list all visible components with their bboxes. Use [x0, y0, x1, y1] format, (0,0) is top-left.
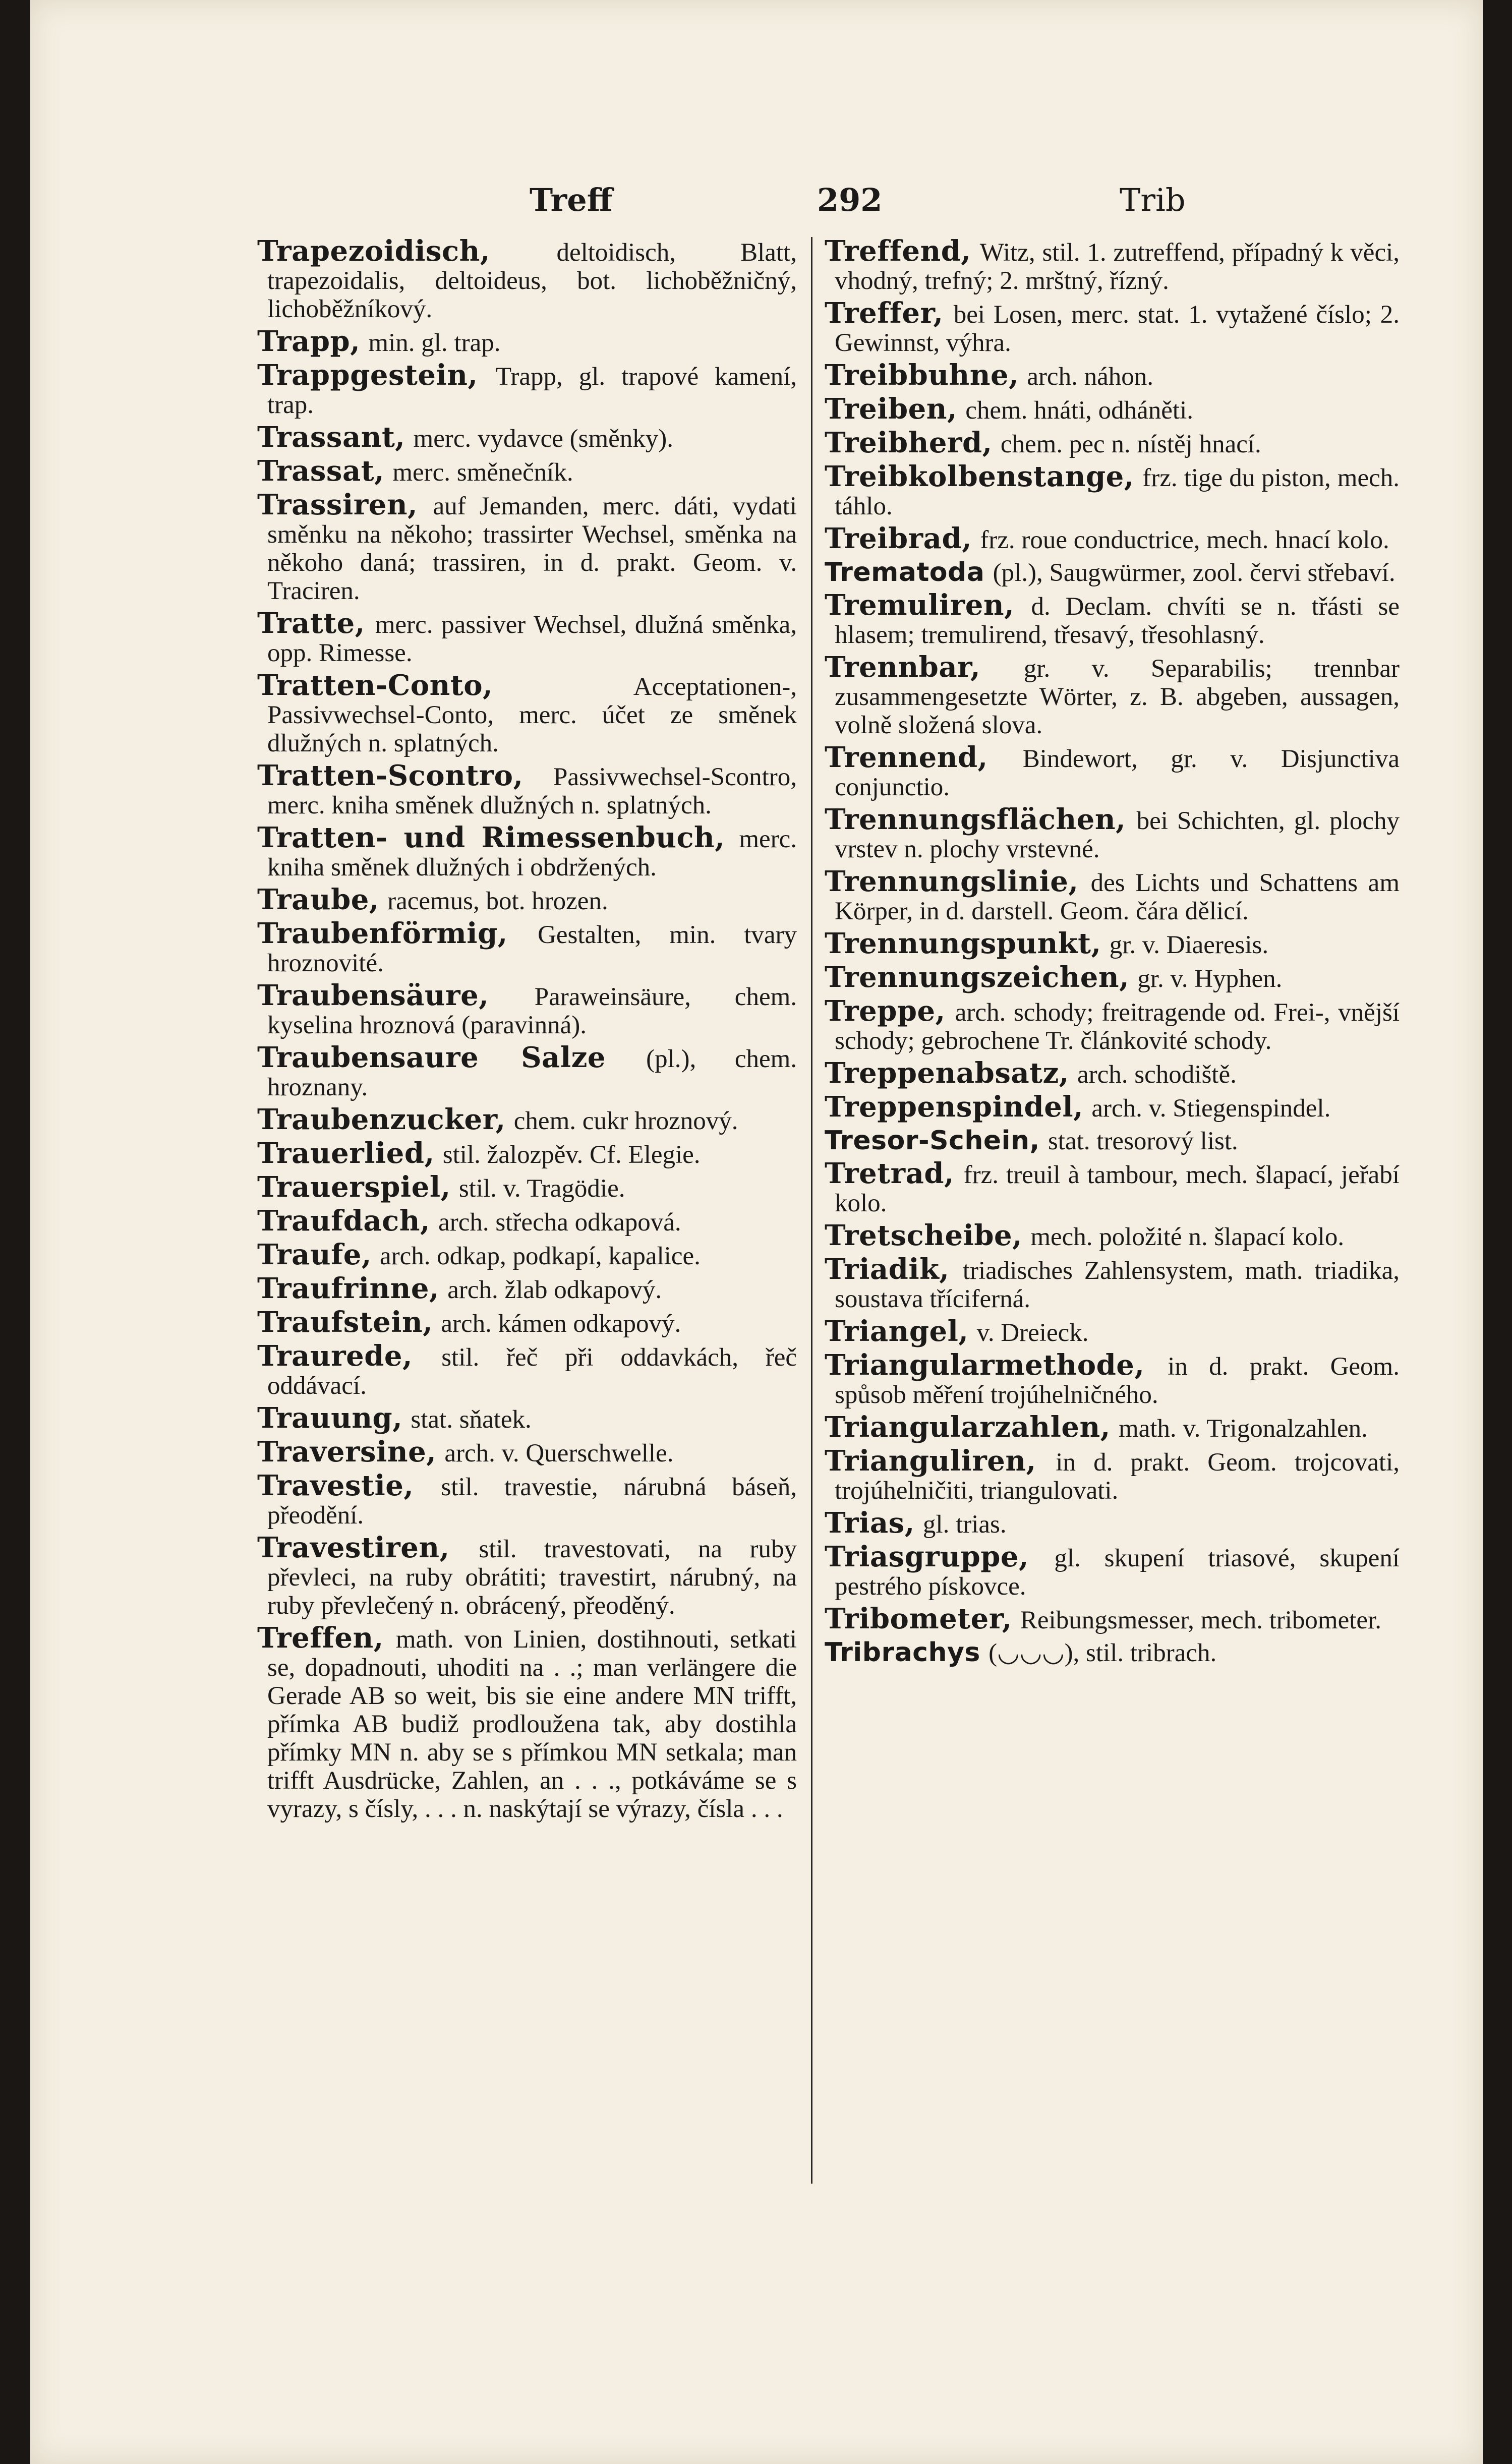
dictionary-entry	[825, 591, 1400, 649]
dictionary-entry	[825, 1444, 1400, 1505]
entry-headword: Tribometer,	[825, 1602, 1012, 1635]
entry-definition: bei Schichten, gl. plochy vrstev n. plochy vrstevné.	[835, 807, 1400, 863]
entry-headword: Traufdach,	[257, 1204, 430, 1238]
entry-definition: stat. sňatek.	[411, 1405, 532, 1434]
dictionary-entry	[825, 1413, 1400, 1443]
entry-definition: chem. pec n. nístěj hnací.	[1000, 430, 1261, 458]
dictionary-entry	[825, 426, 1400, 459]
dictionary-entry	[257, 1401, 797, 1435]
dictionary-entry	[825, 963, 1400, 993]
entry-headword: Traubensaure Salze	[257, 1041, 606, 1074]
entry-headword: Travestiren,	[257, 1531, 450, 1564]
entry-headword: Treppenspindel,	[825, 1090, 1084, 1124]
entry-definition: (pl.), chem. hroznany.	[267, 1045, 797, 1101]
entry-headword: Trauung,	[257, 1401, 403, 1435]
entry-definition: Passivwechsel-Scontro, merc. kniha směnek dlužných n. splatných.	[267, 763, 797, 819]
entry-definition: stil. v. Tragödie.	[458, 1175, 625, 1203]
entry-headword: Triasgruppe,	[825, 1540, 1029, 1573]
dictionary-entry	[825, 1602, 1400, 1635]
entry-definition: frz. tige du piston, mech. táhlo.	[835, 464, 1400, 520]
dictionary-entry	[257, 423, 797, 453]
dictionary-entry	[825, 867, 1400, 925]
dictionary-entry	[257, 1170, 797, 1204]
entry-definition: auf Jemanden, merc. dáti, vydati směnku na někoho; trassirter Wechsel, směnka na někoho daná; trassiren, in d. prakt. Geom. v. Traciren.	[267, 492, 797, 605]
dictionary-entry	[257, 1274, 797, 1304]
entry-definition: triadisches Zahlensystem, math. triadika, soustava tříciferná.	[835, 1257, 1400, 1313]
entry-definition: math. von Linien, dostihnouti, setkati se, dopadnouti, uhoditi na . .; man verlängere die Gerade AB so weit, bis sie eine andere MN trifft, přímka AB budiž prodloužena tak, aby dostihla přímky MN n. aby se s přímkou MN setkala; man trifft Ausdrücke, Zahlen, an . . ., potkáváme se s vyrazy, s čísly, . . . n. naskýtají se výrazy, čísla . . .	[267, 1625, 797, 1823]
entry-definition: min. gl. trap.	[368, 329, 501, 357]
entry-headword: Traurede,	[257, 1339, 413, 1373]
dictionary-entry	[257, 1531, 797, 1620]
entry-definition: merc. směnečník.	[392, 458, 573, 487]
dictionary-entry	[825, 361, 1400, 391]
entry-headword: Triadik,	[825, 1253, 950, 1286]
entry-headword: Tretscheibe,	[825, 1219, 1023, 1252]
dictionary-entry	[257, 1043, 797, 1101]
entry-definition: merc. vydavce (směnky).	[413, 425, 673, 453]
dictionary-entry	[257, 1469, 797, 1530]
entry-definition: gl. skupení triasové, skupení pestrého pískovce.	[835, 1544, 1400, 1601]
dictionary-entry	[257, 821, 797, 882]
dictionary-entry	[825, 462, 1400, 520]
dictionary-entry	[825, 1059, 1400, 1089]
entry-headword: Trennungslinie,	[825, 865, 1079, 898]
entry-headword: Trapezoidisch,	[257, 234, 490, 268]
entry-headword: Traubenförmig,	[257, 917, 508, 950]
entry-headword: Traversine,	[257, 1435, 437, 1469]
entry-definition: math. v. Trigonalzahlen.	[1118, 1415, 1368, 1443]
entry-definition: chem. cukr hroznový.	[513, 1107, 738, 1135]
entry-headword: Trennungspunkt,	[825, 927, 1101, 960]
dictionary-entry	[825, 1159, 1400, 1217]
entry-definition: Acceptationen-, Passivwechsel-Conto, merc. účet ze směnek dlužných n. splatných.	[267, 673, 797, 757]
entry-headword: Traufstein,	[257, 1306, 433, 1339]
entry-headword: Trassiren,	[257, 488, 418, 521]
entry-definition: stil. řeč při oddavkách, řeč oddávací.	[267, 1343, 797, 1400]
entry-headword: Treffend,	[825, 234, 971, 268]
entry-definition: frz. roue conductrice, mech. hnací kolo.	[980, 526, 1389, 554]
entry-definition: stil. žalozpěv. Cf. Elegie.	[442, 1141, 701, 1169]
entry-definition: merc. kniha směnek dlužných i obdržených.	[267, 825, 797, 882]
dictionary-page	[30, 0, 1483, 2464]
entry-definition: gr. v. Separabilis; trennbar zusammengesetzte Wörter, z. B. abgeben, aussagen, volně složená slova.	[835, 655, 1400, 739]
entry-headword: Treffen,	[257, 1621, 384, 1655]
dictionary-entry	[825, 1317, 1400, 1347]
entry-definition: Witz, stil. 1. zutreffend, případný k věci, vhodný, trefný; 2. mrštný, řízný.	[835, 239, 1400, 295]
entry-definition: arch. střecha odkapová.	[438, 1208, 681, 1237]
entry-definition: merc. passiver Wechsel, dlužná směnka, opp. Rimesse.	[267, 611, 797, 667]
entry-headword: Trias,	[825, 1506, 915, 1540]
entry-definition: arch. v. Querschwelle.	[444, 1439, 674, 1468]
running-header	[30, 182, 1483, 227]
dictionary-entry	[825, 524, 1400, 554]
dictionary-entry	[825, 1540, 1400, 1601]
dictionary-entry	[825, 805, 1400, 863]
entry-headword: Triangularmethode,	[825, 1348, 1145, 1382]
dictionary-entry	[257, 327, 797, 357]
dictionary-entry	[825, 299, 1400, 357]
entry-headword: Triangularzahlen,	[825, 1411, 1111, 1444]
entry-definition: v. Dreieck.	[976, 1319, 1089, 1347]
dictionary-entry	[257, 454, 797, 488]
dictionary-entry	[257, 488, 797, 605]
entry-headword: Tratten-Conto,	[257, 669, 493, 702]
entry-definition: (◡◡◡), stil. tribrach.	[988, 1639, 1217, 1667]
entry-definition: arch. v. Stiegenspindel.	[1091, 1094, 1331, 1123]
dictionary-entry	[257, 1339, 797, 1400]
entry-headword: Tretrad,	[825, 1157, 955, 1190]
entry-definition: gl. trias.	[922, 1510, 1007, 1539]
entry-headword: Trennungsflächen,	[825, 803, 1126, 836]
entry-headword: Treibkolbenstange,	[825, 460, 1134, 493]
entry-headword: Traubensäure,	[257, 979, 489, 1012]
entry-definition: frz. treuil à tambour, mech. šlapací, jeřabí kolo.	[835, 1161, 1400, 1217]
entry-definition: chem. hnáti, odháněti.	[965, 396, 1193, 425]
entry-headword: Travestie,	[257, 1469, 414, 1502]
dictionary-entry	[825, 743, 1400, 801]
dictionary-entry	[257, 981, 797, 1039]
entry-headword: Trapp,	[257, 325, 361, 358]
dictionary-entry	[825, 558, 1400, 587]
entry-headword: Traubenzucker,	[257, 1103, 506, 1136]
dictionary-entry	[825, 1348, 1400, 1409]
entry-headword: Tratten- und Rimessenbuch,	[257, 821, 725, 854]
dictionary-entry	[257, 1308, 797, 1338]
entry-headword: Trennbar,	[825, 651, 981, 684]
page-number: 292	[817, 182, 883, 218]
entry-headword: Triangel,	[825, 1315, 969, 1348]
entry-headword: Treffer,	[825, 297, 944, 330]
entry-headword: Treppenabsatz,	[825, 1057, 1069, 1090]
dictionary-entry	[825, 234, 1400, 295]
entry-headword: Treibrad,	[825, 522, 972, 555]
entry-definition: gr. v. Diaeresis.	[1109, 931, 1269, 959]
entry-definition: des Lichts und Schattens am Körper, in d. darstell. Geom. čára dělicí.	[835, 869, 1400, 925]
entry-headword: Treibbuhne,	[825, 359, 1019, 392]
entry-headword: Trauerlied,	[257, 1137, 435, 1170]
dictionary-entry	[825, 1506, 1400, 1540]
entry-headword: Trennend,	[825, 741, 988, 774]
entry-definition: bei Losen, merc. stat. 1. vytažené číslo; 2. Gewinnst, výhra.	[835, 301, 1400, 357]
header-right-word: Trib	[1120, 182, 1186, 218]
entry-definition: stat. tresorový list.	[1048, 1127, 1238, 1155]
entry-headword: Treibherd,	[825, 426, 993, 459]
dictionary-entry	[825, 1090, 1400, 1124]
entry-definition: arch. schody; freitragende od. Frei-, vnější schody; gebrochene Tr. článkovité schody.	[835, 999, 1400, 1055]
entry-definition: (pl.), Saugwürmer, zool. červi střebaví.	[993, 559, 1395, 587]
dictionary-entry	[825, 1255, 1400, 1313]
dictionary-entry	[257, 761, 797, 819]
entry-definition: Gestalten, min. tvary hroznovité.	[267, 921, 797, 977]
entry-definition: Bindewort, gr. v. Disjunctiva conjunctio.	[835, 745, 1400, 801]
entry-headword: Tresor-Schein,	[825, 1126, 1040, 1156]
entry-headword: Treppe,	[825, 994, 946, 1028]
entry-headword: Trematoda	[825, 557, 985, 588]
dictionary-entry	[825, 653, 1400, 739]
entry-definition: arch. schodiště.	[1077, 1061, 1237, 1089]
dictionary-entry	[825, 929, 1400, 959]
entry-definition: stil. travestovati, na ruby převleci, na ruby obrátiti; travestirt, nárubný, na ruby převlečený n. obrácený, přeoděný.	[267, 1535, 797, 1620]
dictionary-entry	[257, 234, 797, 323]
dictionary-entry	[257, 1435, 797, 1469]
column-divider	[811, 237, 812, 2184]
dictionary-entry	[257, 1105, 797, 1135]
entry-headword: Trappgestein,	[257, 359, 478, 392]
dictionary-entry	[825, 1127, 1400, 1155]
entry-definition: arch. žlab odkapový.	[447, 1276, 662, 1304]
entry-headword: Trianguliren,	[825, 1444, 1036, 1478]
entry-definition: stil. travestie, nárubná báseň, přeodění.	[267, 1473, 797, 1530]
dictionary-entry	[257, 609, 797, 667]
entry-headword: Trennungszeichen,	[825, 961, 1130, 994]
entry-headword: Tratten-Scontro,	[257, 759, 524, 792]
entry-definition: arch. náhon.	[1027, 363, 1153, 391]
dictionary-entry	[257, 1238, 797, 1271]
entry-definition: Trapp, gl. trapové kamení, trap.	[267, 363, 797, 419]
dictionary-entry	[825, 1638, 1400, 1667]
dictionary-entry	[257, 1621, 797, 1823]
dictionary-entry	[257, 883, 797, 916]
dictionary-entry	[257, 361, 797, 419]
entry-headword: Traube,	[257, 883, 379, 916]
dictionary-entry	[257, 671, 797, 757]
entry-headword: Traufrinne,	[257, 1272, 440, 1305]
entry-headword: Tremuliren,	[825, 589, 1015, 622]
entry-headword: Treiben,	[825, 392, 957, 426]
dictionary-entry	[825, 994, 1400, 1055]
entry-headword: Trauerspiel,	[257, 1170, 451, 1204]
entry-definition: arch. kámen odkapový.	[441, 1310, 681, 1338]
entry-headword: Trassat,	[257, 454, 385, 488]
entry-definition: d. Declam. chvíti se n. třásti se hlasem; tremulirend, třesavý, třesohlasný.	[835, 593, 1400, 649]
dictionary-entry	[257, 1139, 797, 1169]
entry-headword: Tribrachys	[825, 1637, 980, 1668]
dictionary-entry	[257, 1204, 797, 1238]
left-column	[257, 234, 797, 1827]
right-column	[825, 234, 1400, 1671]
entry-headword: Tratte,	[257, 607, 365, 640]
entry-definition: gr. v. Hyphen.	[1137, 965, 1283, 993]
entry-headword: Trassant,	[257, 421, 405, 454]
entry-headword: Traufe,	[257, 1238, 372, 1271]
entry-definition: Paraweinsäure, chem. kyselina hroznová (paravinná).	[267, 983, 797, 1039]
entry-definition: in d. prakt. Geom. trojcovati, trojúhelničiti, triangulovati.	[835, 1448, 1400, 1505]
entry-definition: deltoidisch, Blatt, trapezoidalis, deltoideus, bot. lichoběžničný, lichoběžníkový.	[267, 239, 797, 323]
entry-definition: racemus, bot. hrozen.	[387, 887, 608, 915]
dictionary-entry	[825, 1221, 1400, 1251]
dictionary-entry	[257, 919, 797, 977]
dictionary-entry	[825, 392, 1400, 426]
entry-definition: arch. odkap, podkapí, kapalice.	[380, 1242, 701, 1270]
entry-definition: mech. položité n. šlapací kolo.	[1030, 1223, 1345, 1251]
entry-definition: in d. prakt. Geom. spůsob měření trojúhelničného.	[835, 1353, 1400, 1409]
header-left-word: Treff	[530, 182, 613, 218]
entry-definition: Reibungsmesser, mech. tribometer.	[1020, 1606, 1381, 1634]
